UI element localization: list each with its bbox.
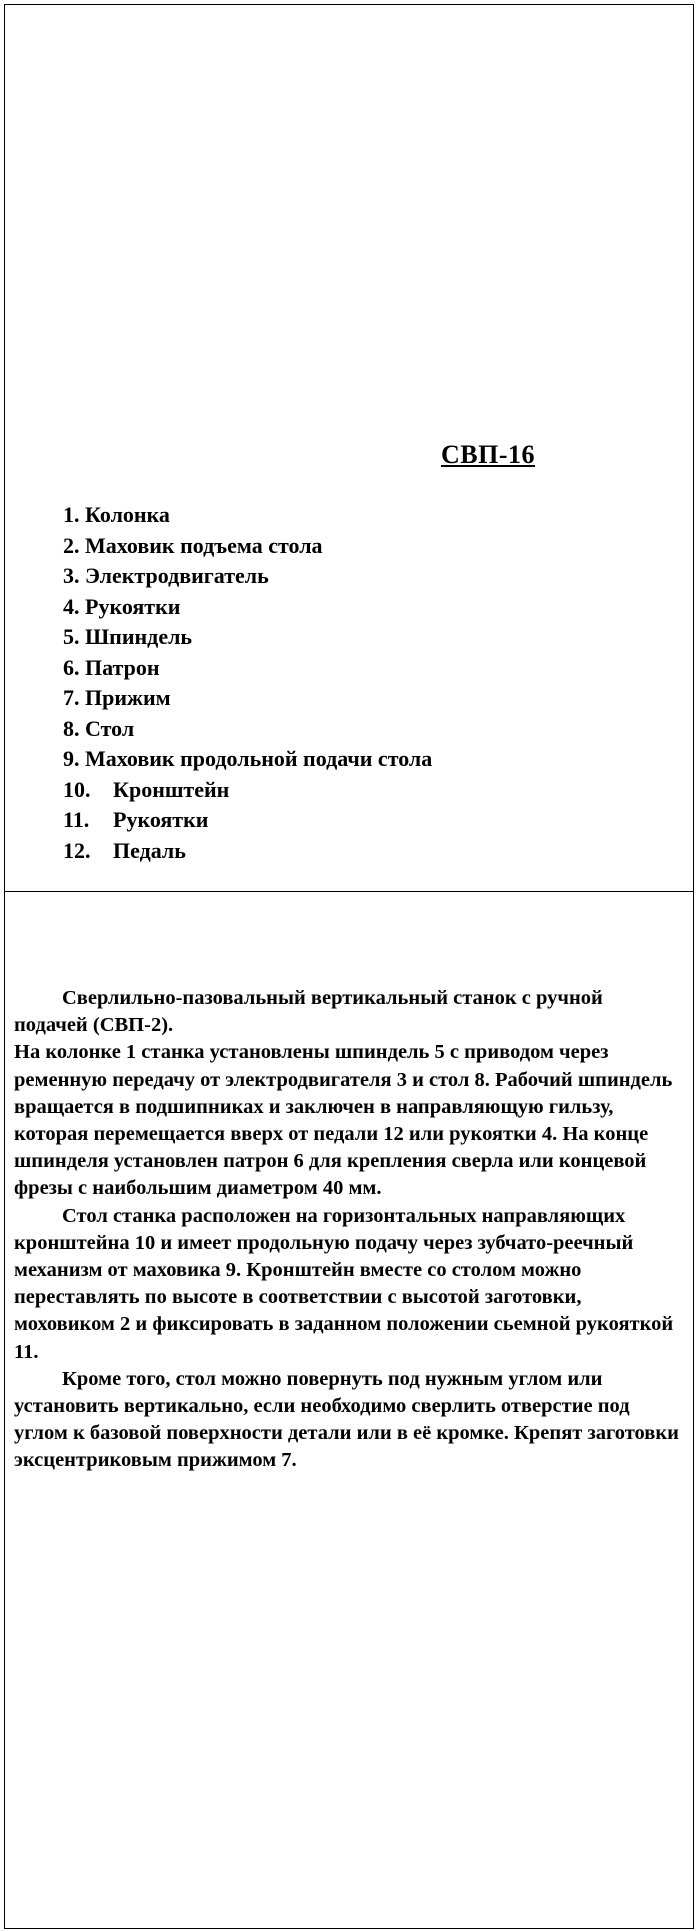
parts-list-item	[63, 836, 432, 867]
parts-list-item	[63, 744, 432, 775]
part-label: Рукоятки	[85, 593, 181, 619]
machine-description	[14, 985, 680, 1475]
part-label: Стол	[85, 715, 135, 741]
parts-list-item	[63, 775, 432, 806]
parts-list-item	[63, 561, 432, 592]
description-paragraph: На колонке 1 станка установлены шпиндель 5 с приводом через ременную передачу от электродвигателя 3 и стол 8. Рабочий шпиндель вращается в подшипниках и заключен в направляющую гильзу, которая перемещается вверх от педали 12 или рукоятки 4. На конце шпинделя установлен патрон 6 для крепления сверла или концевой фрезы с наибольшим диаметром 40 мм.	[14, 1041, 673, 1200]
part-number: 9.	[63, 746, 80, 771]
parts-list	[63, 500, 432, 866]
part-number: 7.	[63, 685, 80, 710]
part-number: 3.	[63, 563, 80, 588]
parts-list-item	[63, 805, 432, 836]
description-paragraph: Сверлильно-пазовальный вертикальный станок с ручной подачей (СВП-2).	[14, 987, 603, 1037]
part-number: 12.	[63, 837, 91, 863]
part-label: Прижим	[85, 685, 171, 710]
description-paragraph: Кроме того, стол можно повернуть под нужным углом или установить вертикально, если необходимо сверлить отверстие под углом к базовой поверхности детали или в её кромке. Крепят заготовки эксцентриковым прижимом 7.	[14, 1367, 679, 1472]
part-number: 10.	[63, 776, 91, 802]
part-label: Маховик подъема стола	[85, 532, 323, 558]
part-label: Патрон	[85, 654, 160, 680]
parts-list-item	[63, 683, 432, 714]
parts-list-item	[63, 622, 432, 653]
description-paragraph: Стол станка расположен на горизонтальных направляющих кронштейна 10 и имеет продольную подачу через зубчато-реечный механизм от маховика 9. Кронштейн вместе со столом можно переставлять по высоте в соответствии с высотой заготовки, моховиком 2 и фиксировать в заданном положении сьемной рукояткой 11.	[14, 1204, 674, 1363]
part-number: 11.	[63, 807, 90, 832]
part-label: Шпиндель	[85, 624, 193, 649]
part-label: Колонка	[85, 502, 170, 527]
part-label: Электродвигатель	[85, 563, 269, 588]
part-number: 4.	[63, 593, 80, 619]
parts-list-item	[63, 500, 432, 531]
parts-legend-box	[4, 4, 694, 892]
parts-list-item	[63, 531, 432, 562]
parts-list-item	[63, 592, 432, 623]
part-number: 6.	[63, 654, 80, 680]
part-label: Рукоятки	[113, 807, 209, 832]
part-number: 8.	[63, 715, 80, 741]
parts-list-item	[63, 653, 432, 684]
part-number: 1.	[63, 502, 80, 527]
part-number: 2.	[63, 532, 80, 558]
part-number: 5.	[63, 624, 80, 649]
machine-title: СВП-16	[441, 440, 535, 469]
part-label: Педаль	[113, 837, 186, 863]
parts-list-item	[63, 714, 432, 745]
part-label: Кронштейн	[113, 776, 230, 802]
part-label: Маховик продольной подачи стола	[85, 746, 433, 771]
